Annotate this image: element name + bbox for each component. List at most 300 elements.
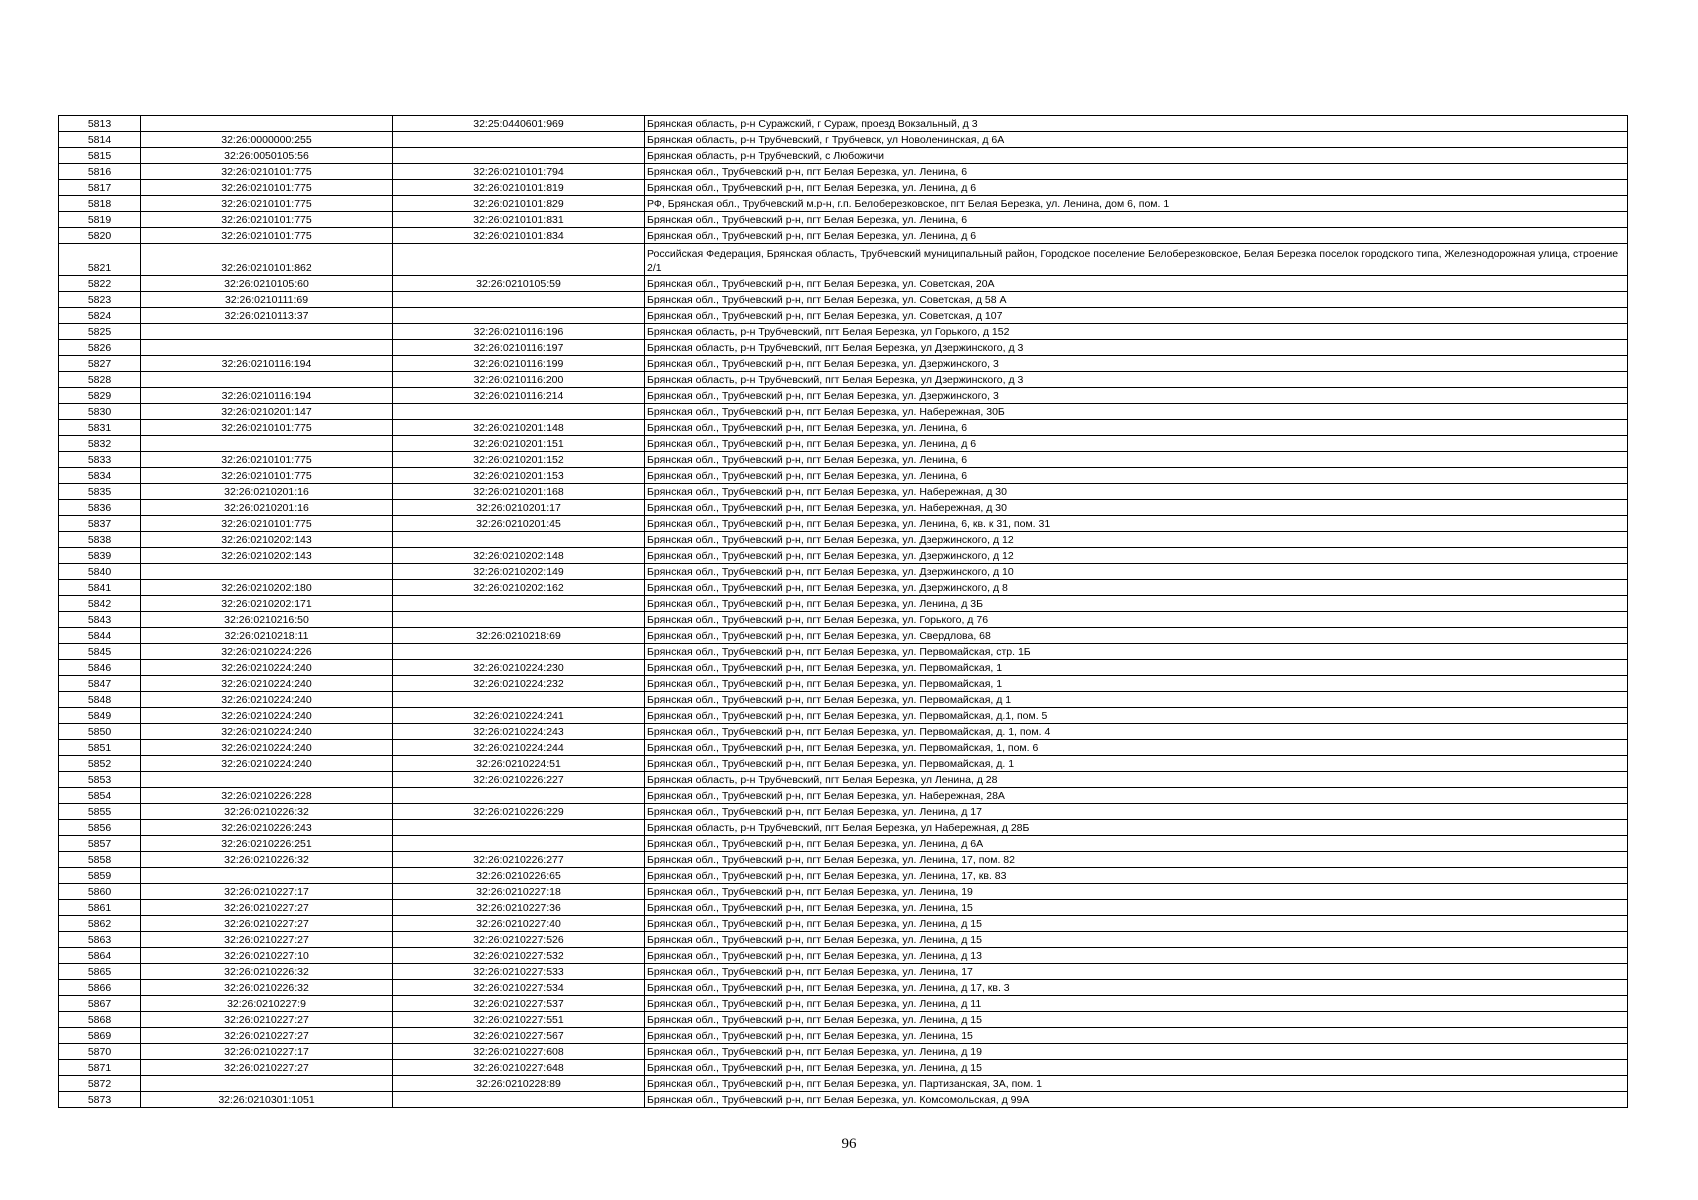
table-row [59,532,1628,548]
cadastral-number-cell: 32:26:0210116:194 [141,388,393,404]
related-cadastral-number-cell: 32:26:0210101:831 [393,212,645,228]
row-number-cell: 5836 [59,500,141,516]
address-cell: Брянская обл., Трубчевский р-н, пгт Белая Березка, ул. Дзержинского, д 10 [645,564,1628,580]
address-cell: Брянская обл., Трубчевский р-н, пгт Белая Березка, ул. Ленина, д 17 [645,804,1628,820]
related-cadastral-number-cell: 32:26:0210201:45 [393,516,645,532]
address-cell: Брянская обл., Трубчевский р-н, пгт Белая Березка, ул. Ленина, 6 [645,164,1628,180]
related-cadastral-number-cell: 32:26:0210101:834 [393,228,645,244]
address-cell: Брянская обл., Трубчевский р-н, пгт Белая Березка, ул. Советская, д 107 [645,308,1628,324]
row-number-cell: 5830 [59,404,141,420]
row-number-cell: 5855 [59,804,141,820]
table-row [59,500,1628,516]
address-cell: Брянская область, р-н Трубчевский, пгт Белая Березка, ул Горького, д 152 [645,324,1628,340]
address-cell: Брянская область, р-н Суражский, г Сураж, проезд Вокзальный, д 3 [645,116,1628,132]
table-row [59,484,1628,500]
related-cadastral-number-cell: 32:26:0210116:199 [393,356,645,372]
cadastral-number-cell: 32:26:0210227:9 [141,996,393,1012]
row-number-cell: 5852 [59,756,141,772]
address-cell: Брянская область, р-н Трубчевский, пгт Белая Березка, ул Ленина, д 28 [645,772,1628,788]
table-row [59,388,1628,404]
row-number-cell: 5817 [59,180,141,196]
related-cadastral-number-cell: 32:26:0210101:819 [393,180,645,196]
row-number-cell: 5816 [59,164,141,180]
address-cell: Брянская обл., Трубчевский р-н, пгт Белая Березка, ул. Дзержинского, 3 [645,356,1628,372]
related-cadastral-number-cell: 32:26:0210201:153 [393,468,645,484]
address-cell: Брянская обл., Трубчевский р-н, пгт Белая Березка, ул. Комсомольская, д 99А [645,1092,1628,1108]
table-row [59,468,1628,484]
cadastral-number-cell: 32:26:0210224:240 [141,724,393,740]
cadastral-number-cell [141,1076,393,1092]
cadastral-number-cell: 32:26:0210226:32 [141,804,393,820]
cadastral-number-cell: 32:26:0210227:27 [141,916,393,932]
related-cadastral-number-cell: 32:26:0210224:232 [393,676,645,692]
related-cadastral-number-cell: 32:26:0210201:151 [393,436,645,452]
related-cadastral-number-cell: 32:25:0440601:969 [393,116,645,132]
row-number-cell: 5862 [59,916,141,932]
address-cell: Брянская обл., Трубчевский р-н, пгт Белая Березка, ул. Ленина, д 6 [645,436,1628,452]
address-cell: Брянская обл., Трубчевский р-н, пгт Белая Березка, ул. Первомайская, стр. 1Б [645,644,1628,660]
table-row [59,612,1628,628]
cadastral-number-cell: 32:26:0050105:56 [141,148,393,164]
table-row [59,580,1628,596]
cadastral-number-cell: 32:26:0210227:27 [141,900,393,916]
related-cadastral-number-cell: 32:26:0210201:152 [393,452,645,468]
cadastral-number-cell: 32:26:0210224:240 [141,756,393,772]
row-number-cell: 5820 [59,228,141,244]
cadastral-number-cell: 32:26:0210202:171 [141,596,393,612]
related-cadastral-number-cell [393,820,645,836]
related-cadastral-number-cell: 32:26:0210226:227 [393,772,645,788]
address-cell: Брянская обл., Трубчевский р-н, пгт Белая Березка, ул. Первомайская, д.1, пом. 5 [645,708,1628,724]
related-cadastral-number-cell [393,532,645,548]
row-number-cell: 5826 [59,340,141,356]
related-cadastral-number-cell: 32:26:0210224:243 [393,724,645,740]
related-cadastral-number-cell: 32:26:0210227:534 [393,980,645,996]
cadastral-number-cell: 32:26:0210101:775 [141,420,393,436]
row-number-cell: 5859 [59,868,141,884]
address-cell: Брянская обл., Трубчевский р-н, пгт Белая Березка, ул. Дзержинского, д 12 [645,548,1628,564]
related-cadastral-number-cell: 32:26:0210116:200 [393,372,645,388]
address-cell: Брянская обл., Трубчевский р-н, пгт Белая Березка, ул. Набережная, д 30 [645,500,1628,516]
cadastral-number-cell: 32:26:0210202:180 [141,580,393,596]
address-cell: Брянская обл., Трубчевский р-н, пгт Белая Березка, ул. Ленина, 17, кв. 83 [645,868,1628,884]
row-number-cell: 5842 [59,596,141,612]
table-row [59,692,1628,708]
address-cell: Брянская обл., Трубчевский р-н, пгт Белая Березка, ул. Набережная, 30Б [645,404,1628,420]
related-cadastral-number-cell: 32:26:0210105:59 [393,276,645,292]
address-cell: Брянская обл., Трубчевский р-н, пгт Белая Березка, ул. Ленина, 6 [645,452,1628,468]
cadastral-number-cell: 32:26:0210218:11 [141,628,393,644]
related-cadastral-number-cell: 32:26:0210116:214 [393,388,645,404]
cadastral-number-cell: 32:26:0210224:240 [141,660,393,676]
table-row [59,116,1628,132]
row-number-cell: 5850 [59,724,141,740]
related-cadastral-number-cell: 32:26:0210202:148 [393,548,645,564]
cadastral-number-cell: 32:26:0210101:775 [141,180,393,196]
address-cell: Брянская обл., Трубчевский р-н, пгт Белая Березка, ул. Ленина, 6 [645,420,1628,436]
page-number: 96 [841,1136,857,1152]
table-row [59,756,1628,772]
cadastral-number-cell: 32:26:0210224:226 [141,644,393,660]
cadastral-number-cell: 32:26:0210226:243 [141,820,393,836]
table-row [59,1060,1628,1076]
address-cell: Брянская обл., Трубчевский р-н, пгт Белая Березка, ул. Ленина, д 15 [645,1060,1628,1076]
table-row [59,516,1628,532]
cadastral-number-cell: 32:26:0210105:60 [141,276,393,292]
related-cadastral-number-cell: 32:26:0210202:162 [393,580,645,596]
address-cell: Брянская обл., Трубчевский р-н, пгт Белая Березка, ул. Ленина, 15 [645,900,1628,916]
cadastral-number-cell: 32:26:0210224:240 [141,740,393,756]
address-cell: Брянская обл., Трубчевский р-н, пгт Белая Березка, ул. Ленина, 19 [645,884,1628,900]
registry-table [58,115,1628,1108]
cadastral-number-cell [141,772,393,788]
address-cell: Брянская область, р-н Трубчевский, пгт Белая Березка, ул Набережная, д 28Б [645,820,1628,836]
row-number-cell: 5835 [59,484,141,500]
cadastral-number-cell: 32:26:0210226:228 [141,788,393,804]
table-row [59,996,1628,1012]
row-number-cell: 5866 [59,980,141,996]
cadastral-number-cell: 32:26:0210224:240 [141,676,393,692]
cadastral-number-cell: 32:26:0210101:775 [141,452,393,468]
row-number-cell: 5848 [59,692,141,708]
related-cadastral-number-cell: 32:26:0210224:51 [393,756,645,772]
row-number-cell: 5828 [59,372,141,388]
row-number-cell: 5824 [59,308,141,324]
address-cell: Брянская обл., Трубчевский р-н, пгт Белая Березка, ул. Первомайская, д. 1, пом. 4 [645,724,1628,740]
cadastral-number-cell: 32:26:0210226:251 [141,836,393,852]
row-number-cell: 5873 [59,1092,141,1108]
row-number-cell: 5843 [59,612,141,628]
related-cadastral-number-cell: 32:26:0210116:196 [393,324,645,340]
table-row [59,836,1628,852]
table-row [59,132,1628,148]
address-cell: Брянская обл., Трубчевский р-н, пгт Белая Березка, ул. Дзержинского, д 12 [645,532,1628,548]
table-row [59,1044,1628,1060]
row-number-cell: 5856 [59,820,141,836]
related-cadastral-number-cell: 32:26:0210201:17 [393,500,645,516]
related-cadastral-number-cell: 32:26:0210226:277 [393,852,645,868]
table-row [59,884,1628,900]
cadastral-number-cell: 32:26:0210113:37 [141,308,393,324]
row-number-cell: 5868 [59,1012,141,1028]
row-number-cell: 5825 [59,324,141,340]
row-number-cell: 5838 [59,532,141,548]
cadastral-number-cell: 32:26:0210227:27 [141,1012,393,1028]
cadastral-number-cell: 32:26:0210226:32 [141,980,393,996]
cadastral-number-cell: 32:26:0210301:1051 [141,1092,393,1108]
address-cell: Брянская область, р-н Трубчевский, пгт Белая Березка, ул Дзержинского, д 3 [645,340,1628,356]
related-cadastral-number-cell: 32:26:0210227:537 [393,996,645,1012]
address-cell: Брянская обл., Трубчевский р-н, пгт Белая Березка, ул. Ленина, д 6 [645,228,1628,244]
table-row [59,772,1628,788]
row-number-cell: 5831 [59,420,141,436]
row-number-cell: 5864 [59,948,141,964]
row-number-cell: 5863 [59,932,141,948]
row-number-cell: 5821 [59,244,141,276]
table-row [59,340,1628,356]
address-cell: Брянская область, р-н Трубчевский, пгт Белая Березка, ул Дзержинского, д 3 [645,372,1628,388]
address-cell: Брянская обл., Трубчевский р-н, пгт Белая Березка, ул. Дзержинского, д 8 [645,580,1628,596]
table-row [59,196,1628,212]
row-number-cell: 5853 [59,772,141,788]
cadastral-number-cell: 32:26:0210227:27 [141,1060,393,1076]
table-row [59,324,1628,340]
row-number-cell: 5854 [59,788,141,804]
address-cell: Брянская обл., Трубчевский р-н, пгт Белая Березка, ул. Советская, д 58 А [645,292,1628,308]
address-cell: Брянская обл., Трубчевский р-н, пгт Белая Березка, ул. Первомайская, д. 1 [645,756,1628,772]
related-cadastral-number-cell [393,132,645,148]
table-row [59,820,1628,836]
cadastral-number-cell: 32:26:0210116:194 [141,356,393,372]
table-row [59,740,1628,756]
address-cell: Брянская обл., Трубчевский р-н, пгт Белая Березка, ул. Свердлова, 68 [645,628,1628,644]
row-number-cell: 5869 [59,1028,141,1044]
table-row [59,964,1628,980]
address-cell: Брянская обл., Трубчевский р-н, пгт Белая Березка, ул. Ленина, д 19 [645,1044,1628,1060]
table-row [59,868,1628,884]
related-cadastral-number-cell: 32:26:0210226:65 [393,868,645,884]
row-number-cell: 5813 [59,116,141,132]
related-cadastral-number-cell: 32:26:0210227:533 [393,964,645,980]
related-cadastral-number-cell: 32:26:0210227:608 [393,1044,645,1060]
address-cell: Брянская обл., Трубчевский р-н, пгт Белая Березка, ул. Набережная, 28А [645,788,1628,804]
row-number-cell: 5846 [59,660,141,676]
table-row [59,276,1628,292]
related-cadastral-number-cell [393,612,645,628]
table-row [59,372,1628,388]
row-number-cell: 5845 [59,644,141,660]
address-cell: Брянская обл., Трубчевский р-н, пгт Белая Березка, ул. Ленина, д 15 [645,1012,1628,1028]
table-row [59,596,1628,612]
cadastral-number-cell [141,116,393,132]
table-row [59,644,1628,660]
related-cadastral-number-cell: 32:26:0210202:149 [393,564,645,580]
table-row [59,852,1628,868]
address-cell: Российская Федерация, Брянская область, Трубчевский муниципальный район, Городское поселение Белоберезковское, Белая Березка поселок городского типа, Железнодорожная улица, строение 2/1 [645,244,1628,276]
related-cadastral-number-cell: 32:26:0210227:18 [393,884,645,900]
cadastral-number-cell: 32:26:0210101:775 [141,196,393,212]
address-cell: Брянская обл., Трубчевский р-н, пгт Белая Березка, ул. Ленина, д 3Б [645,596,1628,612]
related-cadastral-number-cell [393,1092,645,1108]
table-row [59,148,1628,164]
table-row [59,356,1628,372]
table-row [59,1012,1628,1028]
cadastral-number-cell: 32:26:0210101:775 [141,468,393,484]
row-number-cell: 5861 [59,900,141,916]
row-number-cell: 5841 [59,580,141,596]
row-number-cell: 5851 [59,740,141,756]
table-row [59,900,1628,916]
row-number-cell: 5857 [59,836,141,852]
row-number-cell: 5867 [59,996,141,1012]
cadastral-number-cell: 32:26:0210224:240 [141,692,393,708]
cadastral-number-cell: 32:26:0210227:27 [141,932,393,948]
row-number-cell: 5844 [59,628,141,644]
related-cadastral-number-cell: 32:26:0210224:241 [393,708,645,724]
address-cell: Брянская обл., Трубчевский р-н, пгт Белая Березка, ул. Ленина, д 17, кв. 3 [645,980,1628,996]
cadastral-number-cell: 32:26:0210226:32 [141,852,393,868]
related-cadastral-number-cell: 32:26:0210201:148 [393,420,645,436]
cadastral-number-cell: 32:26:0210202:143 [141,532,393,548]
address-cell: Брянская обл., Трубчевский р-н, пгт Белая Березка, ул. Горького, д 76 [645,612,1628,628]
cadastral-number-cell: 32:26:0210111:69 [141,292,393,308]
address-cell: Брянская обл., Трубчевский р-н, пгт Белая Березка, ул. Ленина, 17 [645,964,1628,980]
address-cell: Брянская обл., Трубчевский р-н, пгт Белая Березка, ул. Набережная, д 30 [645,484,1628,500]
related-cadastral-number-cell [393,644,645,660]
row-number-cell: 5870 [59,1044,141,1060]
related-cadastral-number-cell: 32:26:0210227:551 [393,1012,645,1028]
cadastral-number-cell: 32:26:0210227:27 [141,1028,393,1044]
row-number-cell: 5871 [59,1060,141,1076]
cadastral-number-cell: 32:26:0210201:147 [141,404,393,420]
cadastral-number-cell: 32:26:0210101:775 [141,164,393,180]
row-number-cell: 5815 [59,148,141,164]
table-row [59,436,1628,452]
address-cell: Брянская обл., Трубчевский р-н, пгт Белая Березка, ул. Ленина, д 6А [645,836,1628,852]
row-number-cell: 5819 [59,212,141,228]
table-row [59,164,1628,180]
row-number-cell: 5837 [59,516,141,532]
table-row [59,1028,1628,1044]
table-row [59,980,1628,996]
cadastral-number-cell: 32:26:0210101:775 [141,228,393,244]
address-cell: Брянская область, р-н Трубчевский, г Трубчевск, ул Новоленинская, д 6А [645,132,1628,148]
related-cadastral-number-cell: 32:26:0210228:89 [393,1076,645,1092]
related-cadastral-number-cell: 32:26:0210227:648 [393,1060,645,1076]
related-cadastral-number-cell [393,308,645,324]
row-number-cell: 5847 [59,676,141,692]
related-cadastral-number-cell [393,292,645,308]
table-row [59,788,1628,804]
table-row [59,212,1628,228]
cadastral-number-cell: 32:26:0210201:16 [141,500,393,516]
related-cadastral-number-cell: 32:26:0210227:567 [393,1028,645,1044]
cadastral-number-cell [141,324,393,340]
related-cadastral-number-cell: 32:26:0210227:526 [393,932,645,948]
table-row [59,1092,1628,1108]
related-cadastral-number-cell: 32:26:0210116:197 [393,340,645,356]
registry-table-body [59,116,1628,1108]
related-cadastral-number-cell [393,692,645,708]
address-cell: Брянская обл., Трубчевский р-н, пгт Белая Березка, ул. Партизанская, 3А, пом. 1 [645,1076,1628,1092]
cadastral-number-cell: 32:26:0210202:143 [141,548,393,564]
address-cell: Брянская обл., Трубчевский р-н, пгт Белая Березка, ул. Дзержинского, 3 [645,388,1628,404]
related-cadastral-number-cell: 32:26:0210201:168 [393,484,645,500]
row-number-cell: 5827 [59,356,141,372]
table-row [59,1076,1628,1092]
cadastral-number-cell: 32:26:0210201:16 [141,484,393,500]
row-number-cell: 5865 [59,964,141,980]
address-cell: РФ, Брянская обл., Трубчевский м.р-н, г.п. Белоберезковское, пгт Белая Березка, ул. Ленина, дом 6, пом. 1 [645,196,1628,212]
cadastral-number-cell [141,340,393,356]
address-cell: Брянская обл., Трубчевский р-н, пгт Белая Березка, ул. Ленина, д 15 [645,916,1628,932]
table-row [59,420,1628,436]
cadastral-number-cell: 32:26:0210227:17 [141,884,393,900]
row-number-cell: 5833 [59,452,141,468]
related-cadastral-number-cell: 32:26:0210101:829 [393,196,645,212]
table-row [59,676,1628,692]
address-cell: Брянская обл., Трубчевский р-н, пгт Белая Березка, ул. Первомайская, д 1 [645,692,1628,708]
address-cell: Брянская обл., Трубчевский р-н, пгт Белая Березка, ул. Ленина, д 6 [645,180,1628,196]
related-cadastral-number-cell: 32:26:0210226:229 [393,804,645,820]
related-cadastral-number-cell: 32:26:0210101:794 [393,164,645,180]
row-number-cell: 5822 [59,276,141,292]
row-number-cell: 5839 [59,548,141,564]
related-cadastral-number-cell: 32:26:0210224:230 [393,660,645,676]
table-row [59,244,1628,276]
row-number-cell: 5823 [59,292,141,308]
row-number-cell: 5858 [59,852,141,868]
table-row [59,916,1628,932]
cadastral-number-cell: 32:26:0000000:255 [141,132,393,148]
row-number-cell: 5814 [59,132,141,148]
table-row [59,804,1628,820]
cadastral-number-cell: 32:26:0210224:240 [141,708,393,724]
row-number-cell: 5834 [59,468,141,484]
table-row [59,628,1628,644]
related-cadastral-number-cell: 32:26:0210224:244 [393,740,645,756]
row-number-cell: 5849 [59,708,141,724]
table-row [59,404,1628,420]
row-number-cell: 5872 [59,1076,141,1092]
cadastral-number-cell [141,564,393,580]
address-cell: Брянская обл., Трубчевский р-н, пгт Белая Березка, ул. Ленина, 17, пом. 82 [645,852,1628,868]
table-row [59,932,1628,948]
table-row [59,948,1628,964]
cadastral-number-cell: 32:26:0210227:10 [141,948,393,964]
table-row [59,180,1628,196]
cadastral-number-cell: 32:26:0210101:862 [141,244,393,276]
address-cell: Брянская обл., Трубчевский р-н, пгт Белая Березка, ул. Первомайская, 1, пом. 6 [645,740,1628,756]
related-cadastral-number-cell: 32:26:0210227:532 [393,948,645,964]
address-cell: Брянская обл., Трубчевский р-н, пгт Белая Березка, ул. Ленина, д 13 [645,948,1628,964]
related-cadastral-number-cell: 32:26:0210227:36 [393,900,645,916]
row-number-cell: 5840 [59,564,141,580]
row-number-cell: 5818 [59,196,141,212]
related-cadastral-number-cell: 32:26:0210218:69 [393,628,645,644]
row-number-cell: 5829 [59,388,141,404]
row-number-cell: 5832 [59,436,141,452]
related-cadastral-number-cell: 32:26:0210227:40 [393,916,645,932]
address-cell: Брянская обл., Трубчевский р-н, пгт Белая Березка, ул. Ленина, д 11 [645,996,1628,1012]
address-cell: Брянская обл., Трубчевский р-н, пгт Белая Березка, ул. Ленина, 6 [645,468,1628,484]
table-row [59,724,1628,740]
cadastral-number-cell: 32:26:0210101:775 [141,516,393,532]
address-cell: Брянская обл., Трубчевский р-н, пгт Белая Березка, ул. Ленина, 6 [645,212,1628,228]
address-cell: Брянская обл., Трубчевский р-н, пгт Белая Березка, ул. Ленина, д 15 [645,932,1628,948]
related-cadastral-number-cell [393,244,645,276]
cadastral-number-cell: 32:26:0210101:775 [141,212,393,228]
table-row [59,228,1628,244]
related-cadastral-number-cell [393,788,645,804]
table-row [59,660,1628,676]
address-cell: Брянская обл., Трубчевский р-н, пгт Белая Березка, ул. Советская, 20А [645,276,1628,292]
address-cell: Брянская обл., Трубчевский р-н, пгт Белая Березка, ул. Первомайская, 1 [645,660,1628,676]
cadastral-number-cell [141,436,393,452]
row-number-cell: 5860 [59,884,141,900]
cadastral-number-cell [141,372,393,388]
related-cadastral-number-cell [393,836,645,852]
cadastral-number-cell: 32:26:0210227:17 [141,1044,393,1060]
table-row [59,292,1628,308]
cadastral-number-cell: 32:26:0210226:32 [141,964,393,980]
table-row [59,708,1628,724]
table-row [59,548,1628,564]
cadastral-number-cell [141,868,393,884]
address-cell: Брянская обл., Трубчевский р-н, пгт Белая Березка, ул. Ленина, 6, кв. к 31, пом. 31 [645,516,1628,532]
address-cell: Брянская обл., Трубчевский р-н, пгт Белая Березка, ул. Первомайская, 1 [645,676,1628,692]
address-cell: Брянская область, р-н Трубчевский, с Любожичи [645,148,1628,164]
